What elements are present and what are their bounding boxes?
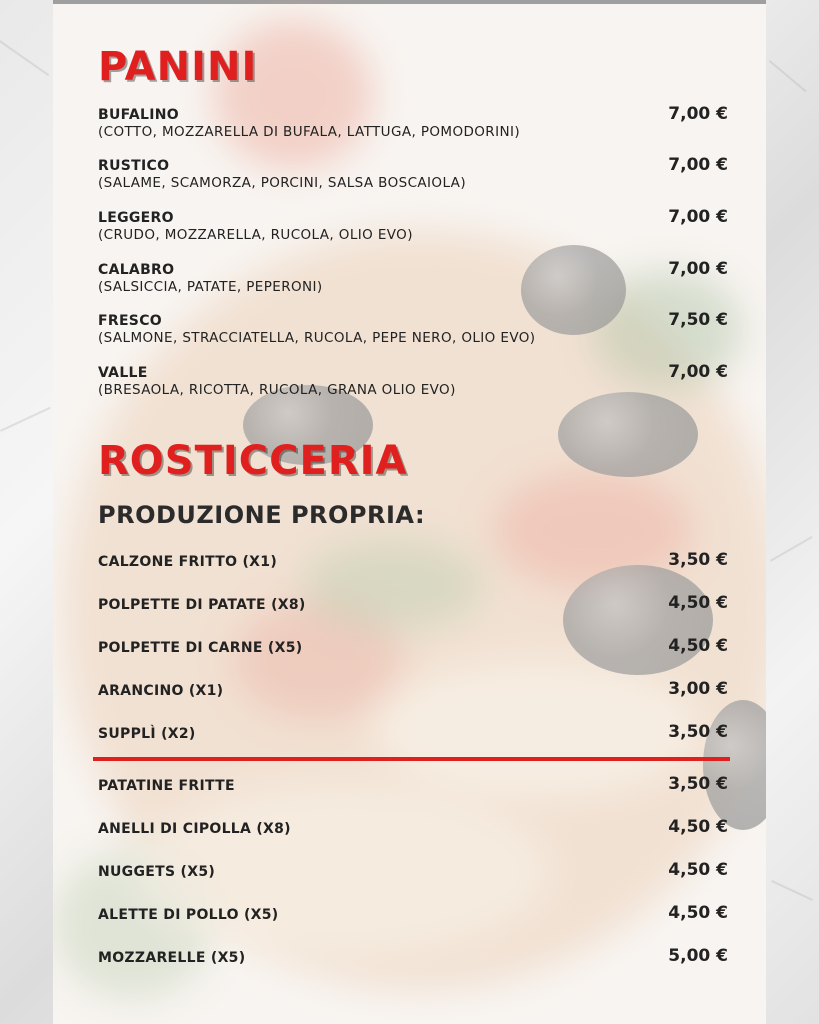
- item-price: 7,00 €: [668, 259, 728, 279]
- panini-title: PANINI: [98, 44, 258, 90]
- item-name: POLPETTE DI CARNE (X5): [98, 640, 303, 656]
- menu-item: [98, 817, 728, 841]
- marble-vein: [0, 407, 51, 432]
- item-price: 4,50 €: [668, 903, 728, 923]
- menu-item: [98, 104, 728, 143]
- item-price: 4,50 €: [668, 817, 728, 837]
- item-name: PATATINE FRITTE: [98, 778, 235, 794]
- item-price: 3,50 €: [668, 550, 728, 570]
- rosticceria-title: ROSTICCERIA: [98, 438, 408, 484]
- item-name: FRESCO: [98, 313, 162, 329]
- menu-item: [98, 946, 728, 970]
- menu-item: [98, 593, 728, 617]
- item-name: NUGGETS (X5): [98, 864, 216, 880]
- menu-content: [53, 0, 766, 1024]
- marble-vein: [0, 40, 49, 76]
- item-description: (CRUDO, MOZZARELLA, RUCOLA, OLIO EVO): [98, 227, 413, 243]
- item-description: (SALSICCIA, PATATE, PEPERONI): [98, 279, 323, 295]
- marble-vein: [771, 880, 813, 901]
- marble-vein: [770, 536, 813, 562]
- item-name: VALLE: [98, 365, 148, 381]
- item-price: 4,50 €: [668, 860, 728, 880]
- item-name: BUFALINO: [98, 107, 179, 123]
- item-price: 7,00 €: [668, 207, 728, 227]
- item-price: 7,00 €: [668, 104, 728, 124]
- item-description: (SALMONE, STRACCIATELLA, RUCOLA, PEPE NERO, OLIO EVO): [98, 330, 536, 346]
- rosticceria-subtitle: PRODUZIONE PROPRIA:: [98, 501, 426, 529]
- item-name: MOZZARELLE (X5): [98, 950, 246, 966]
- menu-item: [98, 774, 728, 798]
- item-price: 7,00 €: [668, 155, 728, 175]
- item-description: (COTTO, MOZZARELLA DI BUFALA, LATTUGA, POMODORINI): [98, 124, 521, 140]
- item-name: CALABRO: [98, 262, 175, 278]
- menu-item: [98, 636, 728, 660]
- menu-item: [98, 722, 728, 746]
- menu-item: [98, 860, 728, 884]
- item-price: 5,00 €: [668, 946, 728, 966]
- item-price: 3,00 €: [668, 679, 728, 699]
- item-name: POLPETTE DI PATATE (X8): [98, 597, 306, 613]
- item-price: 4,50 €: [668, 636, 728, 656]
- item-price: 4,50 €: [668, 593, 728, 613]
- item-name: ALETTE DI POLLO (X5): [98, 907, 279, 923]
- item-name: LEGGERO: [98, 210, 174, 226]
- menu-item: [98, 362, 728, 401]
- menu-item: [98, 679, 728, 703]
- item-name: CALZONE FRITTO (X1): [98, 554, 278, 570]
- menu-item: [98, 550, 728, 574]
- item-name: ANELLI DI CIPOLLA (X8): [98, 821, 291, 837]
- item-price: 3,50 €: [668, 774, 728, 794]
- item-name: SUPPLÌ (X2): [98, 726, 196, 742]
- item-description: (BRESAOLA, RICOTTA, RUCOLA, GRANA OLIO EVO): [98, 382, 456, 398]
- menu-page: [53, 0, 766, 1024]
- item-price: 7,00 €: [668, 362, 728, 382]
- item-name: ARANCINO (X1): [98, 683, 224, 699]
- item-description: (SALAME, SCAMORZA, PORCINI, SALSA BOSCAIOLA): [98, 175, 466, 191]
- section-divider: [93, 757, 730, 761]
- menu-item: [98, 259, 728, 298]
- menu-item: [98, 155, 728, 194]
- menu-item: [98, 207, 728, 246]
- marble-vein: [769, 60, 807, 92]
- item-price: 3,50 €: [668, 722, 728, 742]
- item-price: 7,50 €: [668, 310, 728, 330]
- menu-item: [98, 903, 728, 927]
- menu-item: [98, 310, 728, 349]
- item-name: RUSTICO: [98, 158, 170, 174]
